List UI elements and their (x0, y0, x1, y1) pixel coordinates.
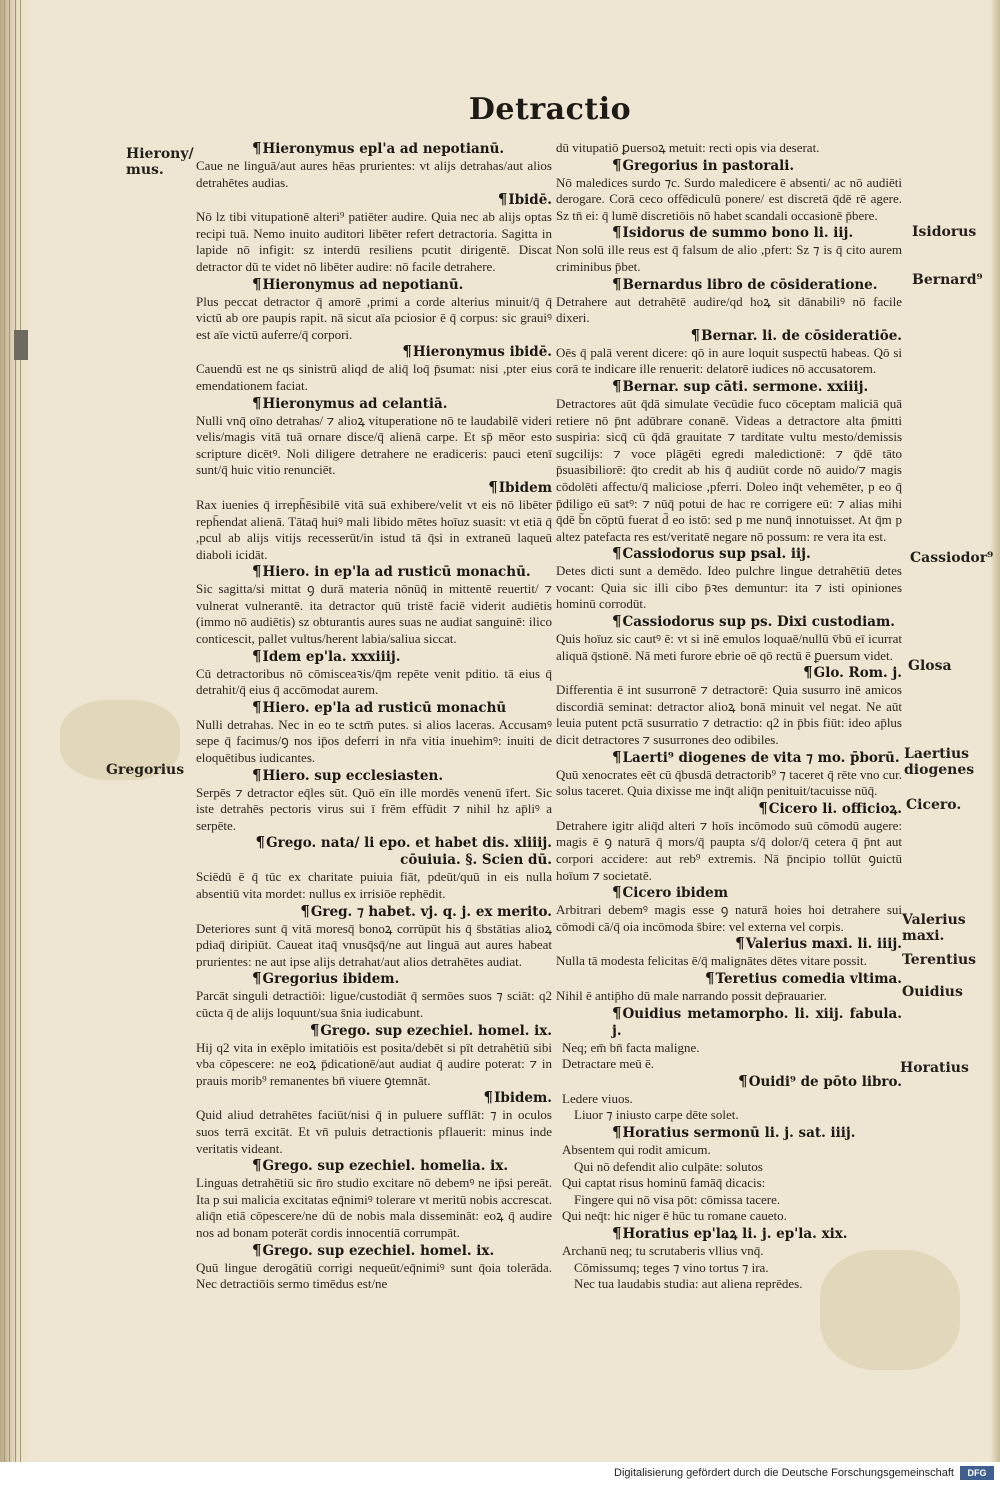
pilcrow-icon: ¶ (612, 1003, 622, 1022)
rubric-text: Glo. Rom. j. (813, 665, 902, 682)
margin-note-horatius: Horatius (900, 1060, 969, 1076)
pilcrow-icon: ¶ (612, 747, 622, 766)
verse-line: Qui neq̄t: hic niger ē hūc tu romane caueto. (562, 1208, 787, 1224)
pilcrow-icon: ¶ (612, 223, 622, 242)
pilcrow-icon: ¶ (705, 968, 715, 987)
margin-note-terentius: Terentius (902, 952, 977, 968)
section-rubric (612, 378, 902, 396)
digitization-footer (0, 1462, 1000, 1485)
section-rubric (612, 1005, 902, 1040)
body-paragraph: Quū lingue derogātiū corrigi nequeūt/eq̄nimiꝰ sunt q̄oia tolerāda. Nec detractiōis sermo timēdus est/ne (196, 1259, 552, 1292)
body-paragraph: Nō lz tibi vitupationē alteri⁹ patiēter audire. Quia nec ab alijs optas recipi tuā. Nemo inuito auditori libēter refert detractoria. Sagitta in lapide nō infigit: sz interdū resiliens pcutit dirigentē. Discat detractor dū te videt nō libēter audire: nō facile detrahere. (196, 209, 552, 274)
right-text-column (556, 140, 902, 1293)
section-rubric (612, 545, 902, 563)
section-rubric (612, 1225, 902, 1243)
verse-line: Neq; em̄ bn̄ facta maligne. (562, 1039, 700, 1055)
rubric-text: Idem ep'la. xxxiiij. (262, 648, 401, 665)
rubric-text: Bernar. sup cāti. sermone. xxiiij. (622, 378, 869, 395)
pilcrow-icon: ¶ (735, 934, 745, 953)
body-paragraph: Deteriores sunt q̄ vitā moresq̄ bonoꝝ corrūpūt his q̄ s̄bstātias alioꝝ pdiaq̄ diripiūt. Caueat itaq̄ vnusq̄sq̄/ne aut linguā aut aures habeat prurientes: ne aut ipse alijs detrahat/aut alios detrahētes audiat. (196, 920, 552, 969)
margin-note-cassiodorus: Cassiodor⁹ (910, 550, 994, 566)
section-rubric (612, 749, 902, 767)
margin-note-bernardus: Bernard⁹ (912, 272, 983, 288)
margin-note-isidorus: Isidorus (912, 224, 977, 240)
section-rubric (556, 1073, 902, 1091)
pilcrow-icon: ¶ (483, 1088, 494, 1107)
section-rubric (252, 767, 552, 785)
pilcrow-icon: ¶ (612, 274, 622, 293)
rubric-text: Bernar. li. de cōsideratiōe. (701, 327, 902, 344)
body-paragraph: Arbitrari debemꝰ magis esse ꝯ naturā hoies hoi detrahere sui cōmodi cā/q̄ oia incōmoda s̄bire: vel externa vel corpis. (556, 902, 902, 934)
pilcrow-icon: ¶ (252, 274, 262, 293)
pilcrow-icon: ¶ (402, 342, 412, 361)
section-rubric (196, 479, 552, 497)
verse-line: Archanū neq; tu scrutaberis vllius vnq̄. (562, 1242, 764, 1258)
rubric-text: Hiero. ep'la ad rusticū monachū (262, 699, 507, 716)
pilcrow-icon: ¶ (252, 139, 262, 157)
margin-note-glosa: Glosa (908, 658, 952, 674)
margin-note-valerius: Valerius maxi. (902, 912, 966, 944)
section-rubric (252, 276, 552, 294)
pilcrow-icon: ¶ (612, 155, 622, 174)
margin-note-ouidius: Ouidius (902, 984, 963, 1000)
pilcrow-icon: ¶ (252, 697, 262, 716)
rubric-text: Cassiodorus sup psal. iij. (622, 546, 811, 563)
rubric-text: Ibidem (498, 479, 552, 496)
section-rubric (556, 327, 902, 345)
margin-note-cicero: Cicero. (906, 797, 962, 813)
section-rubric (612, 276, 902, 294)
pilcrow-icon: ¶ (252, 646, 262, 665)
rubric-text: Bernardus libro de cōsideratione. (622, 276, 878, 293)
margin-note-laertius: Laertius diogenes (904, 746, 975, 778)
rubric-text: Gregorius in pastorali. (622, 157, 795, 174)
section-rubric (196, 903, 552, 921)
body-paragraph: Nihil ē antip̄ho dū male narrando possit dep̄rauarier. (556, 987, 827, 1003)
section-rubric (612, 613, 902, 631)
body-paragraph: Caue ne linguā/aut aures hēas prurientes: vt alijs detrahas/aut alios detrahētes audias. (196, 158, 552, 190)
body-paragraph: Cū detractoribus nō cōmisceaꝛis/q̄m repēte venit pditio. tā eius q̄ detrahit/q̄ eius q̄ accōmodat aurem. (196, 665, 552, 698)
section-rubric (196, 1089, 552, 1107)
section-rubric (252, 563, 552, 581)
body-paragraph: Cauendū est ne qs sinistrū aliqd de aliq̄ loq̄ p̄sumat: nisi ,pter eius emendationem faciat. (196, 361, 552, 393)
body-paragraph: Plus peccat detractor q̄ amorē ,primi a corde alterius minuit/q̄ q̄ victū ab ore paupis rapit. nā sicut aīa pciosior ē q̄ corpus: sic grauiꝰ est aīe victū auferre/q̄ corpori. (196, 293, 552, 342)
rubric-text: Ibidē. (508, 192, 552, 209)
verse-line: Fingere qui nō visa pōt: cōmissa tacere. (574, 1191, 781, 1207)
section-rubric (196, 1022, 552, 1040)
body-paragraph: Quis hoīuz sic cautꝰ ē: vt si inē emulos loquaē/nullū v̄bū eī icurrat aliquā q̄stionē. Nā meti furore ebrie oē qō rectū ē ꝑuersum videt. (556, 631, 902, 663)
pilcrow-icon: ¶ (252, 562, 262, 581)
rubric-text: Hieronymus ibidē. (412, 344, 552, 361)
pilcrow-icon: ¶ (488, 477, 498, 496)
body-paragraph: Serpēs ⁊ detractor eq̄les sūt. Quō eīn ille mordēs venenū īfert. Sic iste detrahēs pectoris virus sui ī frēm effūdit ⁊ nihil hz ap̄liꝰ a serpēte. (196, 784, 552, 833)
body-paragraph: dū vitupatiō ꝑuersoꝝ metuit: recti opis via deserat. (556, 140, 820, 155)
pilcrow-icon: ¶ (255, 833, 266, 852)
body-paragraph: Nulli detrahas. Nec in eo te sctm̄ putes. si alios laceras. Accusamꝰ sepe q̄ facimus/ꝯ nos ip̄os deferri in nr̄a vitia inuehimꝰ: inuiti de eloquētibus iudicantes. (196, 716, 552, 766)
pilcrow-icon: ¶ (300, 901, 310, 920)
section-rubric (612, 157, 902, 175)
running-head: Detractio (468, 92, 632, 127)
body-paragraph: Nulla tā modesta felicitas ē/q̄ malignātes dētes vitare possit. (556, 953, 867, 969)
pilcrow-icon: ¶ (758, 798, 768, 817)
body-paragraph: Differentia ē int susurronē ⁊ detractorē: Quia susurro inē amicos discordiā seminat: detractor alioꝝ bonā minuit vel negat. Ne aūt leuia putent pctā susurratio ⁊ detractio: q2 in p̄bis fiūt: ideo ap̄lus dicit detractores ⁊ susurrones deo odibiles. (556, 682, 902, 748)
rubric-text: Valerius maxi. li. iiij. (745, 936, 902, 953)
rubric-text: Ouidius metamorpho. li. xiij. fabula. j. (612, 1005, 902, 1039)
rubric-text: Ibidem. (494, 1090, 552, 1107)
dfg-logo: DFG (960, 1466, 994, 1480)
footer-credit: Digitalisierung gefördert durch die Deutsche Forschungsgemeinschaft (614, 1467, 954, 1479)
body-paragraph: Hij q2 vita in exēplo imitatiōis est posita/debēt si pīt detrahētiū sibi vba cōpescere: ne eoꝝ p̄dicationē/aut audiat q̄ audire poterat: ⁊ in prauis morib⁹ remanentes bn̄ viuere ꝯtemnāt. (196, 1039, 552, 1088)
section-rubric (612, 1124, 902, 1142)
pilcrow-icon: ¶ (252, 393, 262, 412)
rubric-text: Hiero. sup ecclesiasten. (262, 767, 444, 784)
verse-line: Ledere viuos. (562, 1090, 633, 1106)
pilcrow-icon: ¶ (612, 1223, 622, 1242)
section-rubric (196, 834, 552, 869)
section-rubric (196, 343, 552, 361)
pilcrow-icon: ¶ (690, 325, 701, 344)
rubric-text: Cassiodorus sup ps. Dixi custodiam. (622, 614, 895, 631)
section-rubric (556, 970, 902, 988)
section-rubric (556, 664, 902, 682)
rubric-text: Horatius ep'laꝝ li. j. ep'la. xix. (622, 1225, 848, 1242)
rubric-text: Grego. nata/ li epo. et habet dis. xliiij. cōuiuia. §. Scien dū. (266, 835, 552, 869)
pilcrow-icon: ¶ (738, 1071, 748, 1090)
section-rubric (252, 1242, 552, 1260)
rubric-text: Grego. sup ezechiel. homel. ix. (320, 1022, 552, 1039)
margin-note-gregorius: Gregorius (106, 762, 185, 778)
pilcrow-icon: ¶ (309, 1020, 320, 1039)
body-paragraph: Nulli vnq̄ oīno detrahas/ ⁊ alioꝝ vituperatione nō te laudabilē videri velis/magis vitā tuā ornare disce/q̄ alienā carpe. Et sp̄ mēor esto scripture dicētꝰ. Noli diligere detrahere ne eradiceris: pauci etenī sunt/q̄ huic vitio renunciēt. (196, 412, 552, 478)
body-paragraph: Detrahere igitr aliq̄d alteri ⁊ hoīs incōmodo suū cōmodū augere: magis ē ꝯ naturā q̄ mors/q̄ paupta s/q̄ dolor/q̄ cetera q̄ p̄nt aut corpori accidere: aut reb⁹ extremis. Nā p̄ncipio tollūt ꝯuictū hoīum ⁊ societatē. (556, 817, 902, 883)
body-paragraph: Rax iuenies q̄ irreph̄ēsibilē vitā suā exhibere/velit vt eis nō libēter reph̄endat alienā. Tātaq̄ huiꝰ mali libido mētes hoīuz suasit: vt etiā q̄ ,pcul ab alijs vitijs recesserūt/in istud tā q̄si in extraneū laqueū diaboli icidāt. (196, 496, 552, 562)
verse-line: Qui nō defendit alio culpāte: solutos (574, 1158, 763, 1174)
rubric-text: Laerti⁹ diogenes de vita ⁊ mo. p̄borū. (622, 749, 900, 766)
body-paragraph: Quū xenocrates eēt cū q̄busdā detractorib⁹ ⁊ taceret q̄ rēte vno cur. solus taceret. Quia dixisse me inq̄t aliq̄n penituit/tacuisse nūq̄. (556, 766, 902, 799)
verse-line: Liuor ⁊ iniusto carpe dēte solet. (574, 1107, 739, 1123)
rubric-text: Isidorus de summo bono li. iij. (622, 225, 854, 242)
section-rubric (612, 224, 902, 242)
pilcrow-icon: ¶ (612, 612, 622, 631)
section-rubric (556, 935, 902, 953)
left-text-column (196, 140, 552, 1293)
rubric-text: Grego. sup ezechiel. homelia. ix. (262, 1158, 509, 1175)
verse-line: Absentem qui rodit amicum. (562, 1141, 711, 1157)
section-rubric (252, 648, 552, 666)
verse-line: Nec tua laudabis studia: aut aliena reprēdes. (574, 1276, 803, 1292)
verse-line: Qui captat risus hominū famāq̄ dicacis: (562, 1175, 766, 1191)
rubric-text: Grego. sup ezechiel. homel. ix. (262, 1242, 495, 1259)
rubric-text: Hieronymus ad nepotianū. (262, 276, 464, 293)
body-paragraph: Detes dicti sunt a demēdo. Ideo pulchre lingue detrahētiū detes vocant: Quia sic illi cibo p̄ꝛes demuntur: ita ⁊ isti opiniones hominū corrodūt. (556, 563, 902, 612)
rubric-text: Horatius sermonū li. j. sat. iiij. (622, 1124, 856, 1141)
section-rubric (252, 140, 552, 158)
verse-line: Detractare meū ē. (562, 1056, 655, 1072)
section-rubric (612, 884, 902, 902)
pilcrow-icon: ¶ (252, 1240, 262, 1259)
pilcrow-icon: ¶ (612, 883, 622, 902)
rubric-text: Hieronymus ad celantiā. (262, 395, 448, 412)
rubric-text: Cicero li. officioꝝ. (768, 800, 902, 817)
margin-note-hieronymus: Hierony/ mus. (126, 146, 194, 178)
body-paragraph: Oēs q̄ palā verent dicere: qō in aure loquit suspectū habeas. Qō si corā te indicare ille renuerit: delatorē iudices nō accusatorem. (556, 344, 902, 377)
body-paragraph: Linguas detrahētiū sic n̄ro studio excitare nō debemꝰ ne ip̄si pereāt. Ita p sui malicia excitatas eq̄nimiꝰ tolerare vt meritū nobis accrescat. aliq̄n etiā cōpescere/ne dū de nobis mala dissemināt: eoꝝ q̄ audire nos ad bonam poterāt cordis innocentiā corrumpāt. (196, 1175, 552, 1240)
body-paragraph: Detractores aūt q̄dā simulate v̄ecūdie fuco cōceptam maliciā quā retiere nō p̄nt adūbrare conanē. Videas a detractore alta p̄mitti suspiria: sicq̄ cū q̄dā grauitate ⁊ tarditate vultu mesto/demissis sugcilijs: ⁊ voce plāgēti egredi maledictionē: ⁊ q̄dē tāto p̄suasibiliorē: q̄to credit ab his q̄ audiūt corde nō auido/⁊ magis cōdolēti affectu/q̄ maliciose ,pferri. Doleo inq̄t vehemēter, p eo q̄ p̄diligo eū satꝰ: ⁊ nūq̄ potui de hac re corrigere eū: ⁊ alias mihi q̄dē b̄n cōptū fuerat d̄ eo istō: sed p me nunq̄ innotuisset. At q̄m p altez patefacta res est/veritatē negare nō possum: re vera ita est. (556, 395, 902, 544)
pilcrow-icon: ¶ (252, 969, 262, 988)
rubric-text: Hieronymus epl'a ad nepotianū. (262, 141, 505, 157)
rubric-text: Cicero ibidem (622, 885, 729, 902)
pilcrow-icon: ¶ (612, 544, 622, 563)
body-paragraph: Parcāt singuli detractiōi: ligue/custodiāt q̄ sermōes suos ⁊ sciāt: q2 cūcta q̄ de alijs loquunt/sua s̄nia iudicabunt. (196, 988, 552, 1020)
body-paragraph: Detrahere aut detrahētē audire/qd hoꝝ sit dānabiliꝰ nō facile dixeri. (556, 293, 902, 326)
body-paragraph: Sciēdū ē q̄ tūc ex charitate puiuia fiāt, pdeūt/quū in eis nulla absentiū vita mordet: nullus ex irrisiōe rephēdit. (196, 869, 552, 901)
section-rubric (252, 1157, 552, 1175)
page-right-edge (990, 0, 1000, 1462)
rubric-text: Gregorius ibidem. (262, 971, 400, 988)
rubric-text: Greg. ⁊ habet. vj. q. j. ex merito. (310, 903, 552, 920)
body-paragraph: Sic sagitta/si mittat ꝯ durā materia nōnūq̄ in mittentē reuertit/ ⁊ vulnerat vulnerantē. ita detractor quū tristē faciē viderit audiētis (immo nō audiētis) sz obturantis aures suas ne audiat sanguinē: ilico conticescit, pallet vultus/herent labia/saliua siccat. (196, 581, 552, 647)
rubric-text: Ouidi⁹ de pōto libro. (748, 1073, 902, 1090)
section-rubric (252, 395, 552, 413)
pilcrow-icon: ¶ (803, 663, 813, 682)
section-rubric (252, 970, 552, 988)
pilcrow-icon: ¶ (612, 376, 622, 395)
pilcrow-icon: ¶ (252, 1156, 262, 1175)
section-rubric (252, 699, 552, 717)
body-paragraph: Quid aliud detrahētes faciūt/nisi q̄ in puluere sufflāt: ⁊ in oculos suos terrā excitāt. Et vn̄ puluis detractionis pflauerit: minus inde veritatis videant. (196, 1107, 552, 1156)
book-gutter (0, 0, 28, 1462)
pilcrow-icon: ¶ (497, 190, 508, 209)
section-rubric (556, 800, 902, 818)
page-tab-marker (14, 330, 28, 360)
body-paragraph: Non solū ille reus est q̄ falsum de alio ,pfert: Sz ⁊ is q̄ cito aurem criminibus p̄bet. (556, 242, 902, 274)
rubric-text: Teretius comedia vltima. (715, 970, 902, 987)
pilcrow-icon: ¶ (612, 1122, 622, 1141)
rubric-text: Hiero. in ep'la ad rusticū monachū. (262, 564, 531, 581)
body-paragraph: Nō maledices surdo ⁊c. Surdo maledicere ē absenti/ ac nō audiēti derogare. Corā ceco offēdiculū ponere/ est discretā q̄dē rē agere. Sz tn̄ ei: q̄ lumē discretiōis nō habet scandali occasionē p̄bere. (556, 174, 902, 223)
section-rubric (196, 191, 552, 209)
pilcrow-icon: ¶ (252, 765, 262, 784)
verse-line: Cōmissumq; teges ⁊ vino tortus ⁊ ira. (574, 1259, 769, 1275)
